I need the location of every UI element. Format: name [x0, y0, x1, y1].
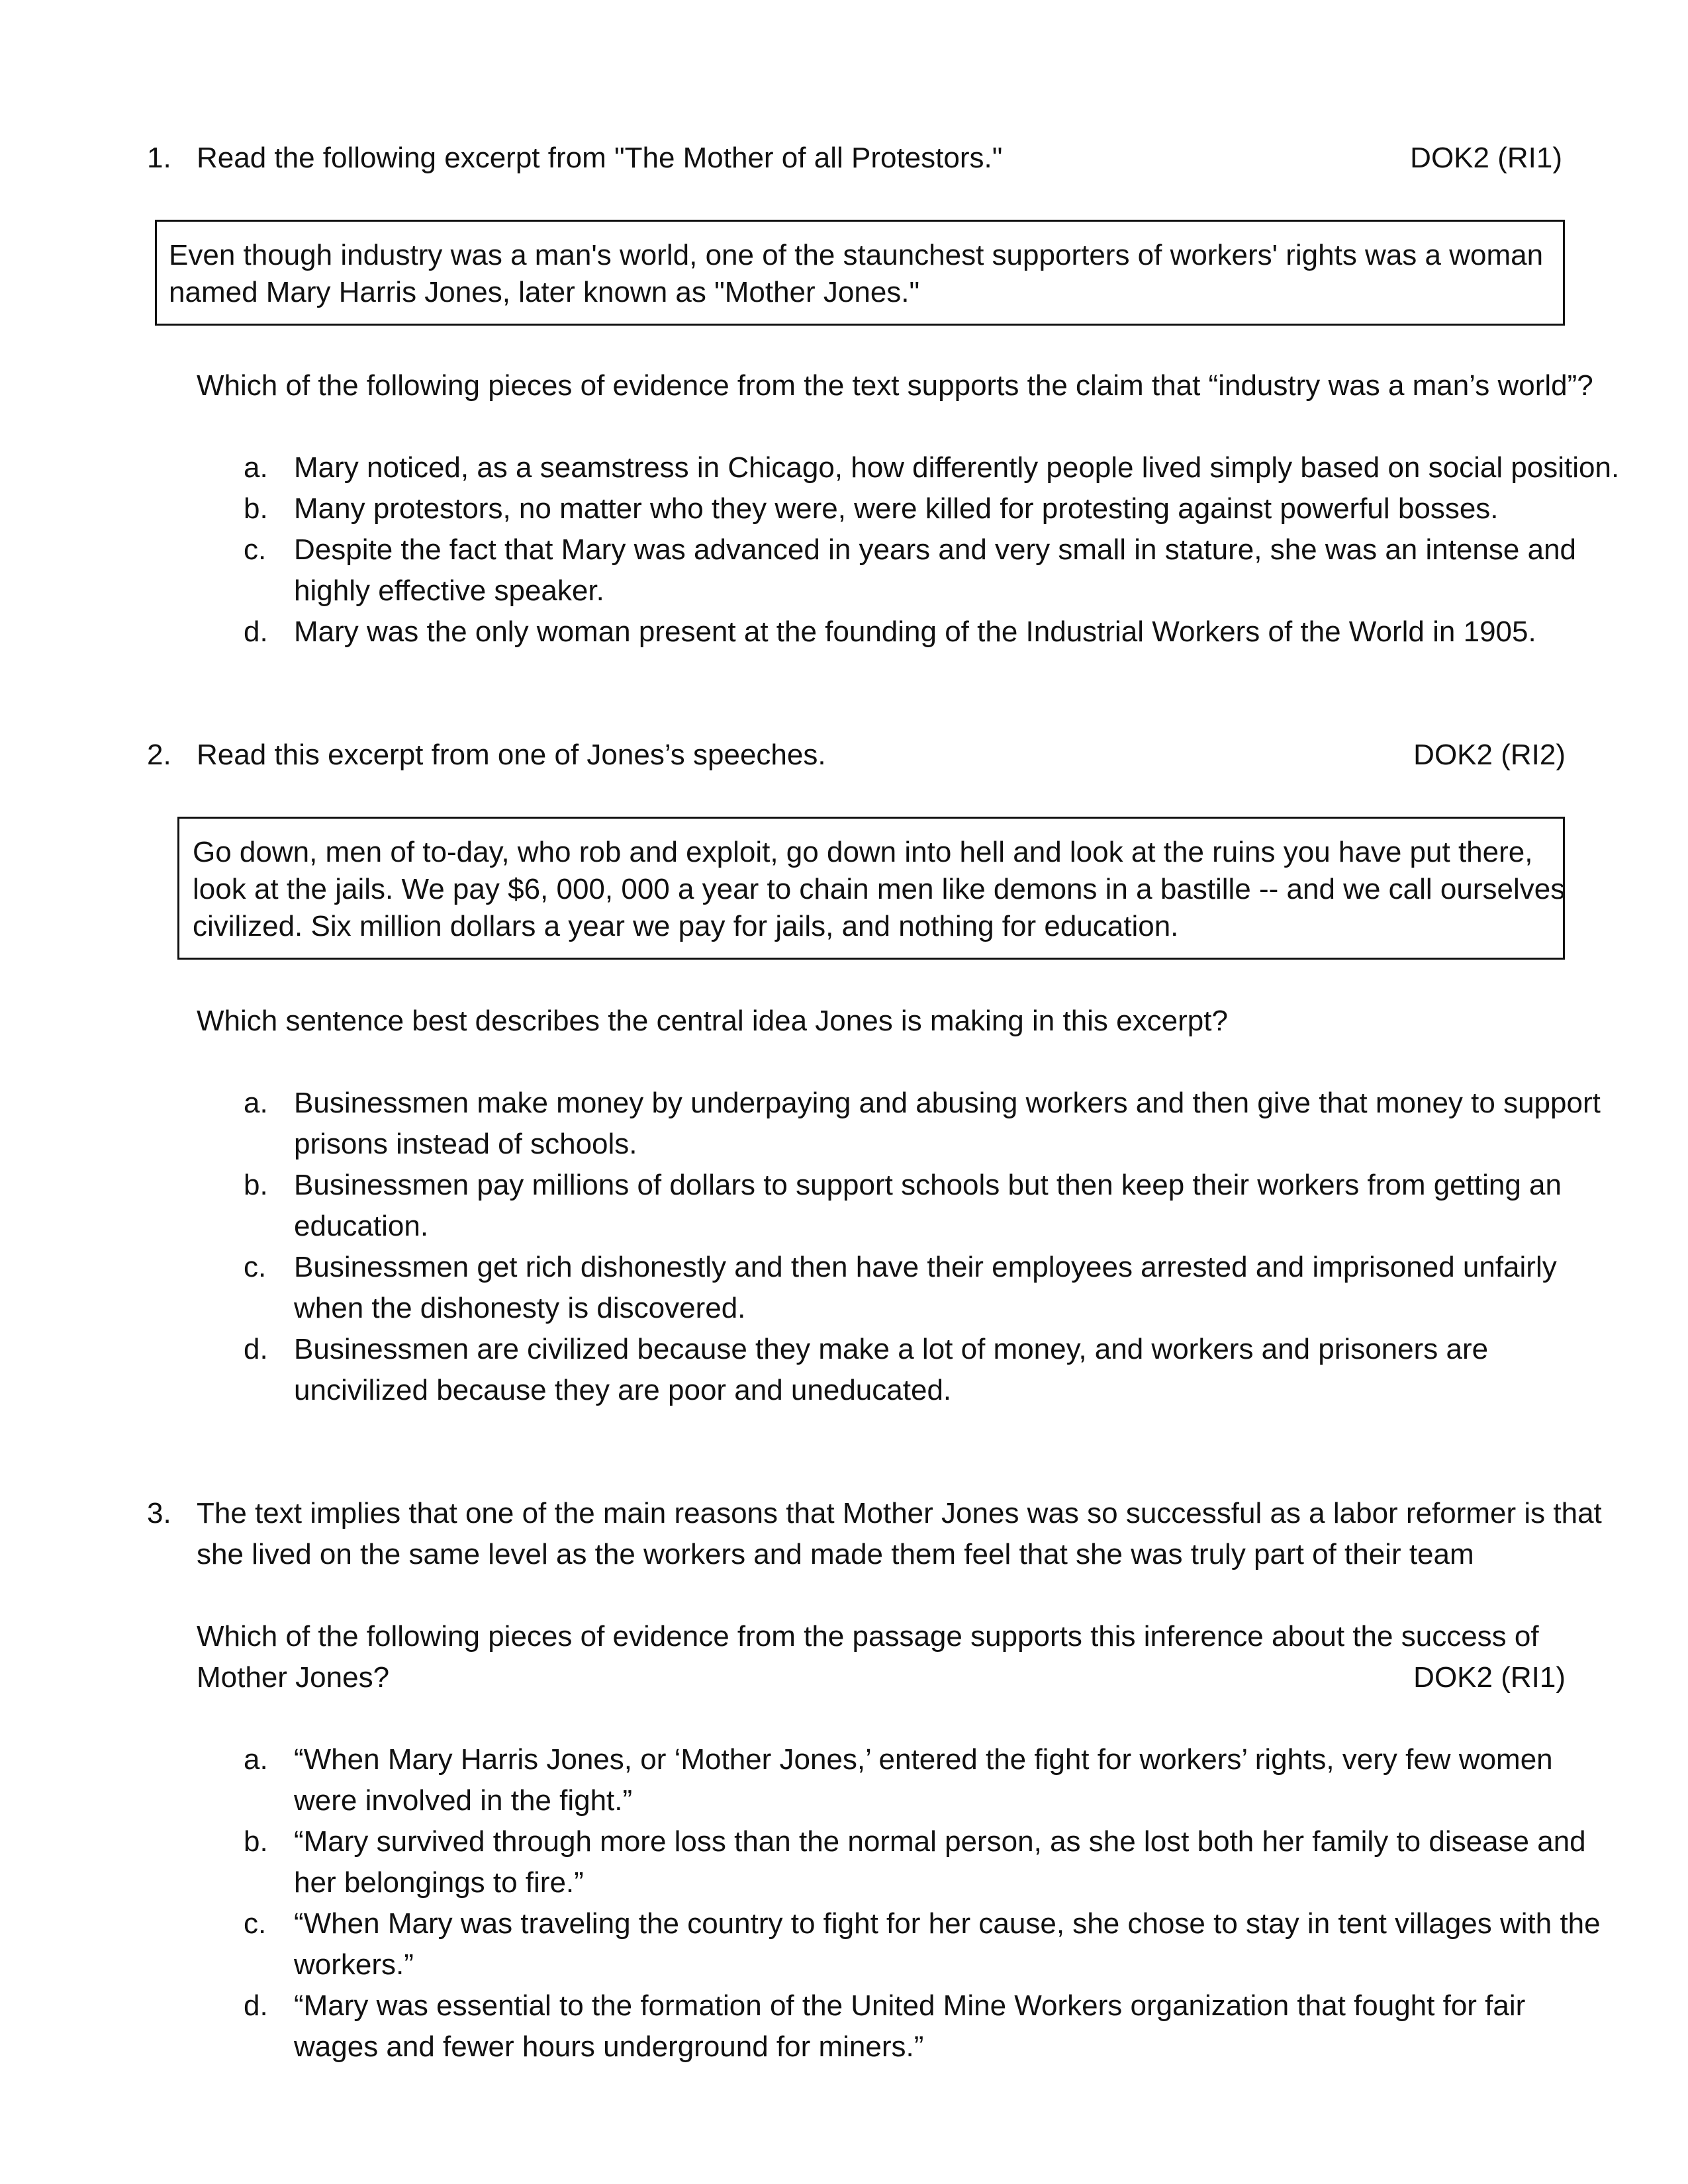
question-3-question-line-2: Mother Jones?: [197, 1661, 390, 1694]
question-2-option-b-text-line-1: Businessmen pay millions of dollars to support schools but then keep their workers from getting an: [294, 1169, 1562, 1201]
question-3-option-d-text-line-2: wages and fewer hours underground for miners.”: [294, 2030, 924, 2063]
question-3-number: 3.: [147, 1497, 171, 1529]
question-1-option-a-text: Mary noticed, as a seamstress in Chicago, how differently people lived simply based on social position.: [294, 451, 1620, 484]
question-2-option-c-letter: c.: [244, 1251, 267, 1283]
question-3-option-b-letter: b.: [244, 1825, 268, 1858]
question-3-prompt-line-2: she lived on the same level as the workers and made them feel that she was truly part of their team: [197, 1538, 1474, 1570]
question-3-option-b-text-line-2: her belongings to fire.”: [294, 1866, 584, 1899]
question-2-option-d-letter: d.: [244, 1333, 268, 1365]
question-2-prompt: Read this excerpt from one of Jones’s speeches.: [197, 739, 826, 771]
question-1-excerpt-box: [155, 220, 1565, 326]
question-3-option-a-text-line-2: were involved in the fight.”: [294, 1784, 633, 1817]
question-2-question: Which sentence best describes the central idea Jones is making in this excerpt?: [197, 1005, 1228, 1037]
question-1-number: 1.: [147, 142, 171, 174]
question-2-option-a-text-line-1: Businessmen make money by underpaying and abusing workers and then give that money to support: [294, 1087, 1601, 1119]
question-3-option-c-text-line-2: workers.”: [294, 1948, 414, 1981]
question-1-dok-tag: DOK2 (RI1): [1410, 142, 1562, 174]
question-1-option-c-letter: c.: [244, 533, 267, 566]
question-2-option-a-letter: a.: [244, 1087, 268, 1119]
question-3-option-c-text-line-1: “When Mary was traveling the country to fight for her cause, she chose to stay in tent villages with the: [294, 1907, 1601, 1940]
question-3-option-b-text-line-1: “Mary survived through more loss than the normal person, as she lost both her family to disease and: [294, 1825, 1586, 1858]
question-1-option-c-text-line-2: highly effective speaker.: [294, 574, 604, 607]
question-2-option-b-text-line-2: education.: [294, 1210, 429, 1242]
question-1-option-b-text: Many protestors, no matter who they were, were killed for protesting against powerful bosses.: [294, 492, 1499, 525]
question-1-excerpt-line-1: Even though industry was a man's world, one of the staunchest supporters of workers' rights was a woman: [169, 239, 1544, 271]
question-3-option-d-letter: d.: [244, 1989, 268, 2022]
question-2-option-c-text-line-1: Businessmen get rich dishonestly and then have their employees arrested and imprisoned unfairly: [294, 1251, 1557, 1283]
question-1-option-b-letter: b.: [244, 492, 268, 525]
question-2-option-a-text-line-2: prisons instead of schools.: [294, 1128, 637, 1160]
question-1-option-d-letter: d.: [244, 615, 268, 648]
question-1-question: Which of the following pieces of evidence from the text supports the claim that “industry was a man’s world”?: [197, 369, 1593, 402]
question-2-excerpt-line-3: civilized. Six million dollars a year we pay for jails, and nothing for education.: [193, 910, 1179, 942]
question-2-option-c-text-line-2: when the dishonesty is discovered.: [294, 1292, 746, 1324]
question-3-dok-tag: DOK2 (RI1): [1413, 1661, 1566, 1694]
question-1-option-a-letter: a.: [244, 451, 268, 484]
question-1-option-d-text: Mary was the only woman present at the founding of the Industrial Workers of the World in 1905.: [294, 615, 1536, 648]
question-2-excerpt-box: [177, 817, 1565, 960]
question-2-excerpt-line-2: look at the jails. We pay $6, 000, 000 a year to chain men like demons in a bastille -- and we call ourselves: [193, 873, 1566, 905]
question-2-option-d-text-line-1: Businessmen are civilized because they make a lot of money, and workers and prisoners are: [294, 1333, 1489, 1365]
question-1-prompt: Read the following excerpt from "The Mother of all Protestors.": [197, 142, 1003, 174]
question-2-number: 2.: [147, 739, 171, 771]
question-3-option-a-text-line-1: “When Mary Harris Jones, or ‘Mother Jones,’ entered the fight for workers’ rights, very few women: [294, 1743, 1553, 1776]
question-2-excerpt-line-1: Go down, men of to-day, who rob and exploit, go down into hell and look at the ruins you have put there,: [193, 836, 1533, 868]
question-1-option-c-text-line-1: Despite the fact that Mary was advanced in years and very small in stature, she was an intense and: [294, 533, 1577, 566]
question-3-option-d-text-line-1: “Mary was essential to the formation of the United Mine Workers organization that fought for fair: [294, 1989, 1526, 2022]
question-3-option-c-letter: c.: [244, 1907, 267, 1940]
question-2-option-d-text-line-2: uncivilized because they are poor and uneducated.: [294, 1374, 952, 1406]
question-3-option-a-letter: a.: [244, 1743, 268, 1776]
question-1-excerpt-line-2: named Mary Harris Jones, later known as "Mother Jones.": [169, 276, 920, 308]
question-2-option-b-letter: b.: [244, 1169, 268, 1201]
question-3-prompt-line-1: The text implies that one of the main reasons that Mother Jones was so successful as a labor reformer is that: [197, 1497, 1602, 1529]
question-3-question-line-1: Which of the following pieces of evidence from the passage supports this inference about the success of: [197, 1620, 1539, 1653]
question-2-dok-tag: DOK2 (RI2): [1413, 739, 1566, 771]
